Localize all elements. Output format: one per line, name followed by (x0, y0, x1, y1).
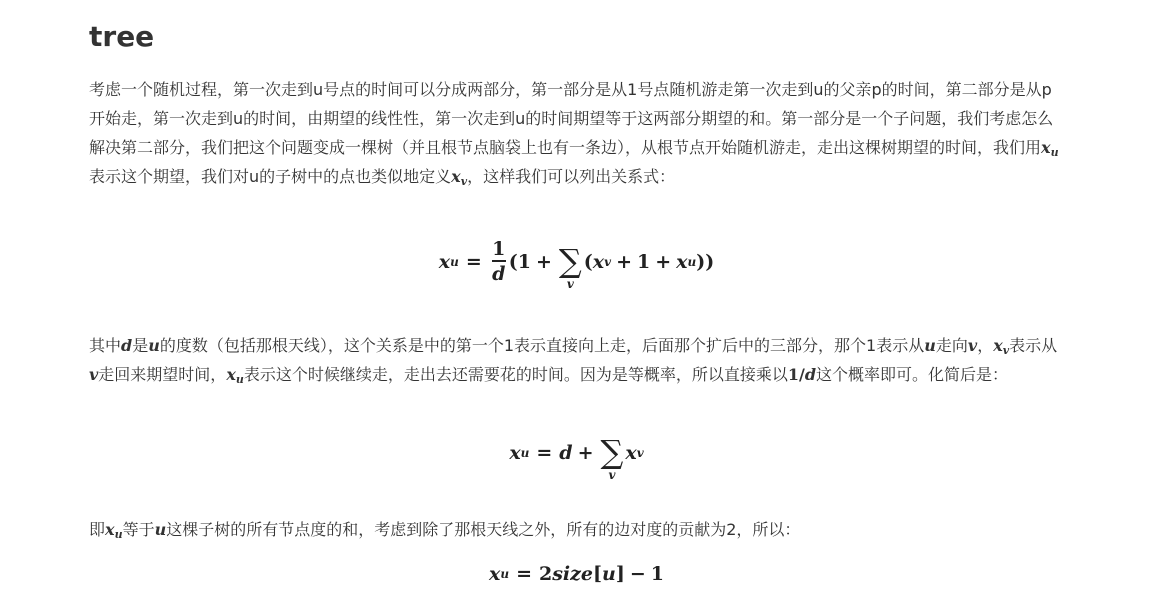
paragraph-2: 其中d是u的度数（包括那根天线），这个关系是中的第一个1表示直接向上走，后面那个扩后中的三部分，那个1表示从u走向v，$x_v$表示从v走回来期望时间，$x_u$表示这个时候继续走，走出去还需要花的时间。因为是等概率，所以直接乘以1/d这个概率即可。化简后是： (89, 336, 1058, 386)
paragraph-1-text-3: ，这样我们可以列出关系式： (467, 167, 676, 186)
fraction-one-over-d: $\frac{1}{d}$ (492, 238, 506, 285)
equation-1: x u = $\frac{1}{d}$ ( 1 + ∑ v ( x v + 1 + x u )) (438, 238, 715, 291)
math-x-u: $x_u$ (1041, 138, 1059, 159)
math-u: u (154, 520, 167, 539)
equation-2: x u = d + ∑ v x v (509, 433, 644, 482)
summation-symbol: ∑ v (558, 242, 582, 291)
math-x-u: $x_u$ (105, 520, 123, 541)
math-x-v: $x_v$ (451, 167, 468, 188)
math-x-v: $x_v$ (993, 336, 1010, 357)
equation-3: x u = 2 size [ u ] − 1 (489, 563, 664, 585)
math-d: d (121, 336, 133, 355)
paragraph-1-text-2: 表示这个期望，我们对u的子树中的点也类似地定义 (89, 167, 452, 186)
page-title: tree (89, 20, 155, 53)
paragraph-3: 即$x_u$等于u这棵子树的所有节点度的和，考虑到除了那根天线之外，所有的边对度的贡献为2，所以： (89, 520, 801, 541)
paragraph-1 (89, 75, 1064, 191)
math-x-u: $x_u$ (226, 365, 244, 386)
math-u: u (148, 336, 160, 355)
math-one-over-d: 1/d (787, 365, 817, 384)
summation-symbol: ∑ v (600, 433, 624, 482)
paragraph-1-text-1: 考虑一个随机过程，第一次走到u号点的时间可以分成两部分，第一部分是从1号点随机游走第一次走到u的父亲p的时间，第二部分是从p开始走，第一次走到u的时间，由期望的线性性，第一次走到u的时间期望等于这两部分期望的和。第一部分是一个子问题，我们考虑怎么解决第二部分，我们把这个问题变成一棵树（并且根节点脑袋上也有一条边），从根节点开始随机游走，走出这棵树期望的时间，我们用 (89, 80, 1054, 157)
